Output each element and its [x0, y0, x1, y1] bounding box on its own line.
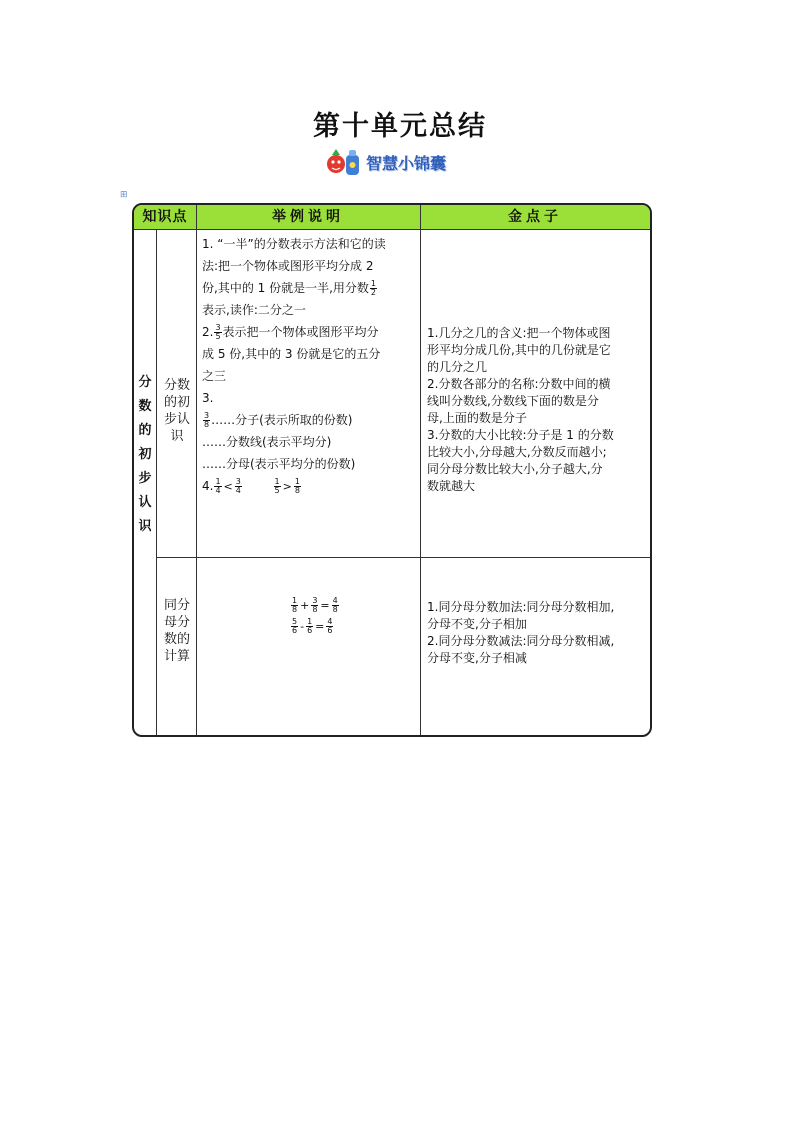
lucky-bag-icon	[326, 145, 362, 179]
fraction-three-fifths: $\frac{3}{5}$	[215, 323, 221, 341]
summary-table	[132, 203, 652, 737]
fraction-one-half: $\frac{1}{2}$	[370, 279, 376, 297]
table-header	[134, 205, 650, 230]
header-examples: 举例说明	[272, 209, 344, 225]
tips-calc: 1.同分母分数加法:同分母分数相加, 分母不变,分子相加 2.同分母分数减法:同分母分数相减, 分母不变,分子相减	[427, 600, 615, 665]
subtraction-equation: $\frac{5}{6}$ - $\frac{1}{6}$ = $\frac{4}{6}$	[292, 617, 333, 635]
topic-vertical: 分 数 的 初 步 认 识	[138, 375, 152, 534]
header-tips: 金点子	[508, 209, 562, 225]
addition-equation: $\frac{1}{8}$ + $\frac{3}{8}$ = $\frac{4}{8}$	[292, 596, 338, 614]
equations	[290, 597, 340, 635]
col-divider-1	[196, 205, 197, 735]
page-title: 第十单元总结	[313, 111, 487, 142]
tips-intro: 1.几分之几的含义:把一个物体或图 形平均分成几份,其中的几份就是它 的几分之几 2.分数各部分的名称:分数中间的横 线叫分数线,分数线下面的数是分 母,上面的数是分子 3.分数的大小比较:分子是 1 的分数 比较大小,分母越大,分数反而越小; 同分母分数比较大小,分子越大,分 数就越大	[427, 326, 614, 493]
fraction-three-eighths: $\frac{3}{8}$	[204, 411, 210, 429]
subtopic-calc: 同分 母分 数的 计算	[163, 598, 190, 664]
compare-example: 4. $\frac{1}{4}$ < $\frac{3}{4}$ $\frac{1}{5}$ > $\frac{1}{8}$	[202, 477, 300, 495]
table-anchor-icon: ⊞	[120, 190, 128, 200]
examples-intro: 1. “一半”的分数表示方法和它的读 法:把一个物体或图形平均分成 2 份,其中的 1 份就是一半,用分数 $\frac{1}{2}$ 表示,读作:二分之一 2. $\frac{3}{5}$ 表示把一个物体或图形平均分 成 5 份,其中的 3 份就是它的五分 之三 3. $\frac{3}{8}$ ……分子(表示所取的份数) ……分数线(表示平均分) ……分母(表示平均分的份数) 4. $\frac{1}{4}$ < $\frac{3}{4}$ $\frac{1}{5}$ > $\frac{1}{8}$	[202, 233, 416, 498]
header-knowledge: 知识点	[142, 209, 188, 225]
col-divider-2	[420, 205, 421, 735]
col-divider-topic	[156, 229, 157, 735]
subtopic-intro: 分数 的初 步认 识	[163, 378, 190, 444]
row-divider	[156, 557, 650, 558]
subtitle-text: 智慧小锦囊	[366, 153, 447, 173]
subtitle-banner	[326, 145, 446, 179]
